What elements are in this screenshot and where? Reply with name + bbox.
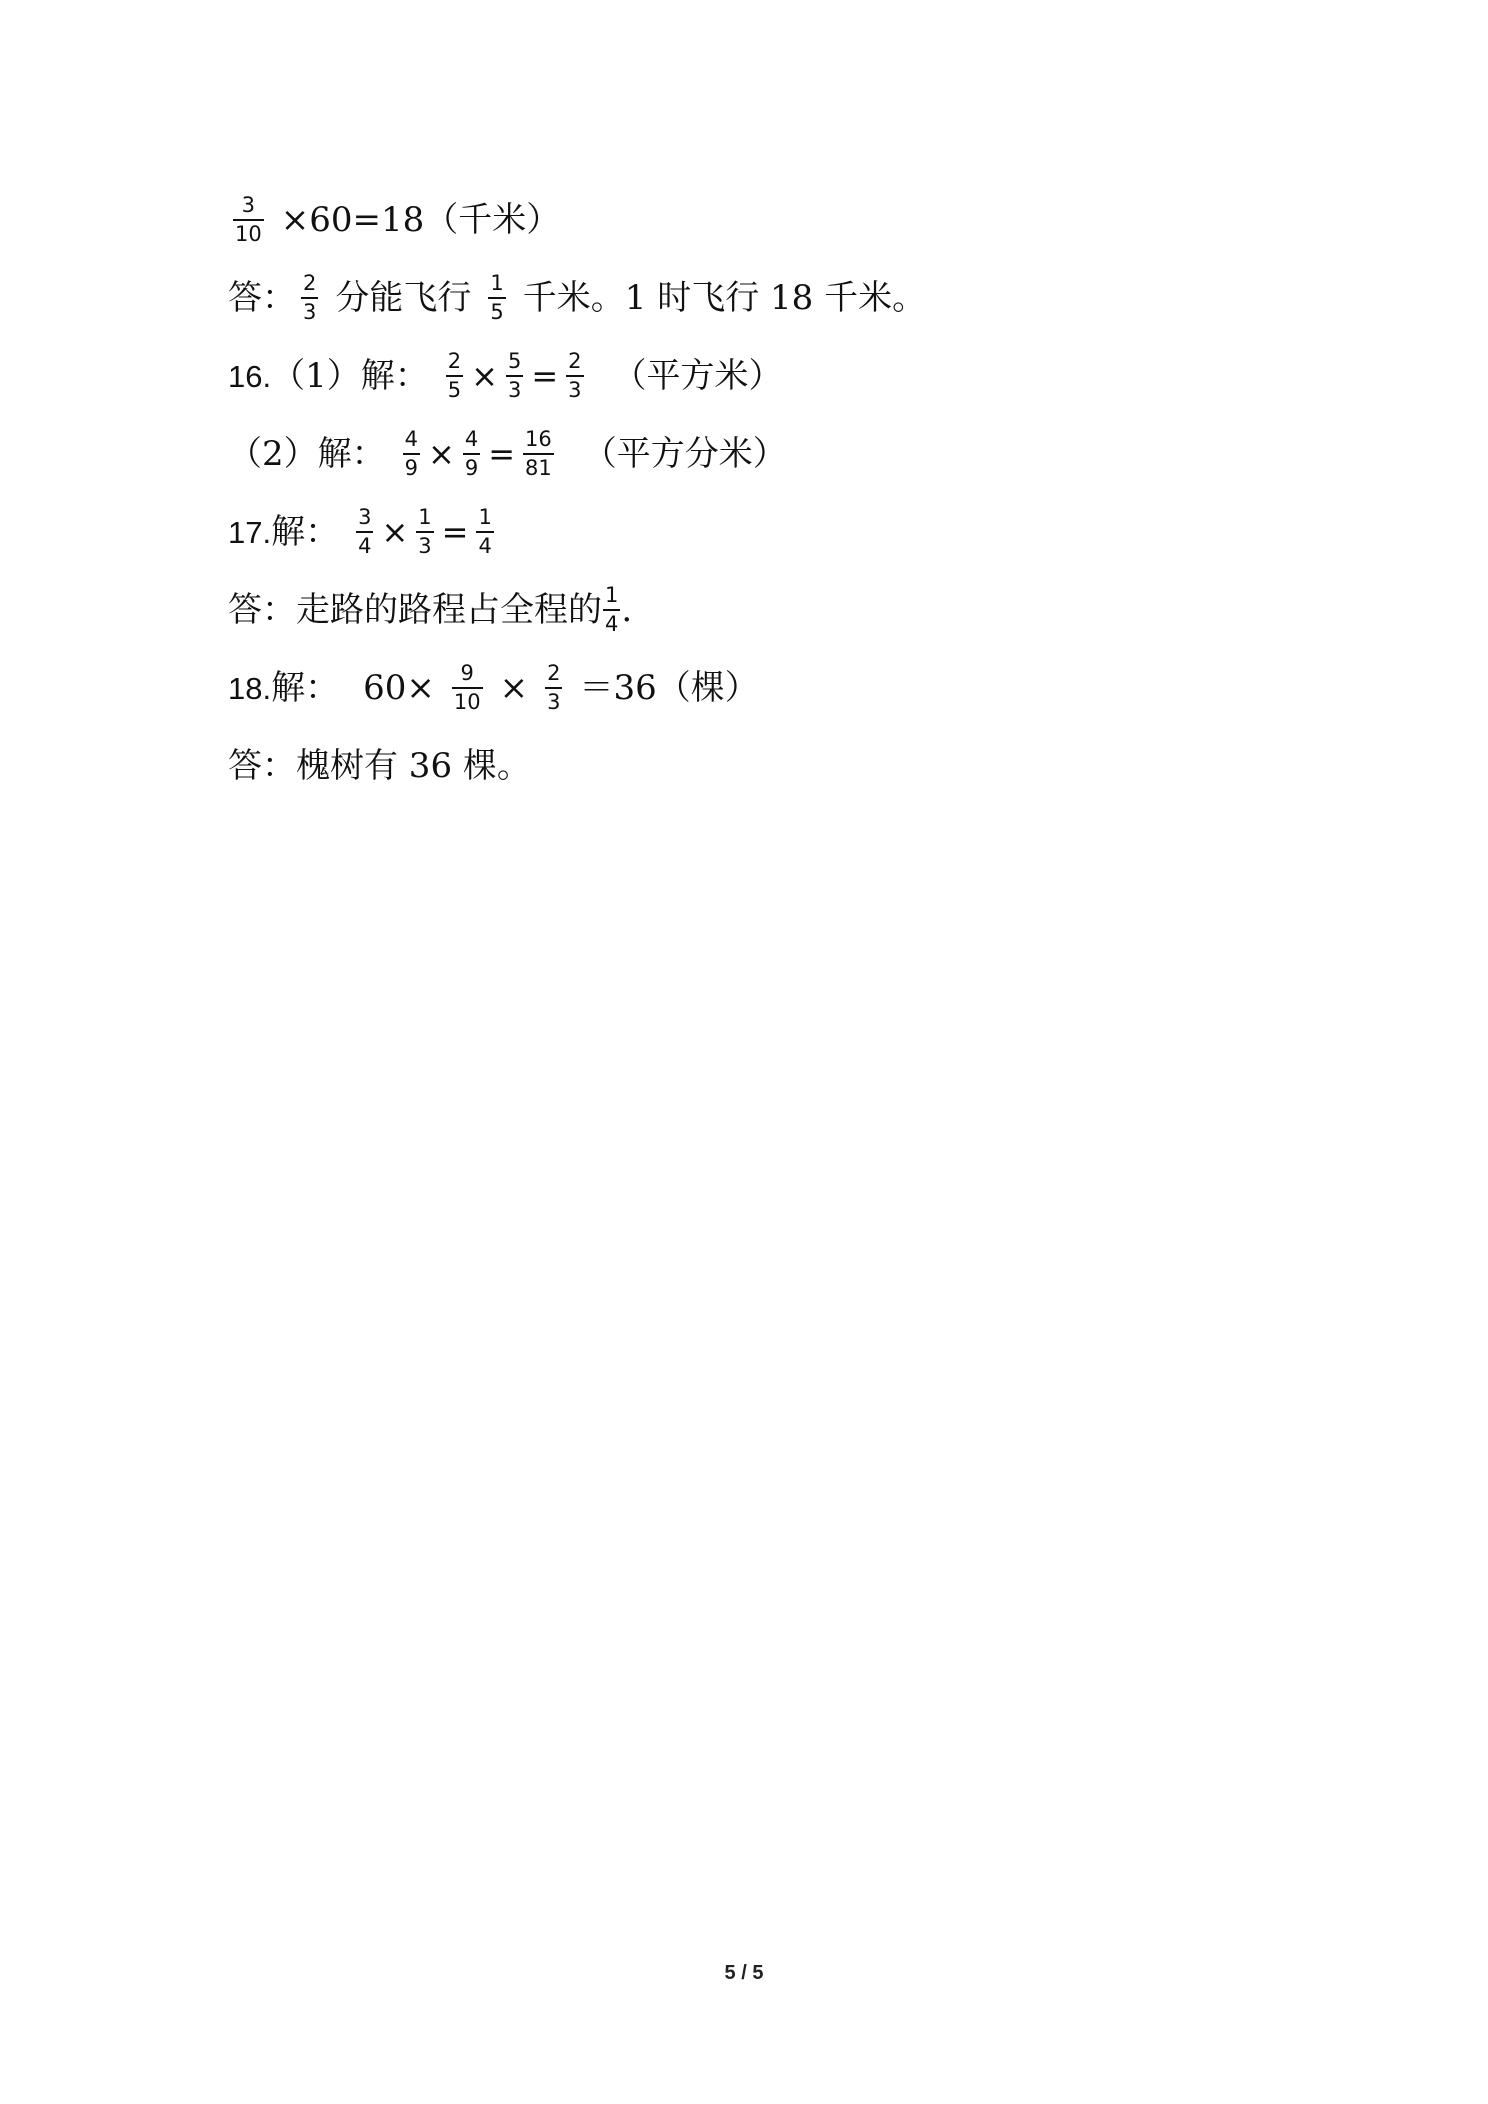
numerator: 4	[404, 427, 419, 451]
denominator: 5	[490, 300, 504, 324]
fraction	[603, 585, 620, 635]
equals-sign: =	[441, 513, 469, 551]
fraction-bar	[403, 453, 420, 455]
denominator: 3	[303, 300, 317, 324]
fraction-bar	[233, 219, 264, 221]
fraction	[506, 351, 523, 401]
unit-text: （平方分米）	[582, 434, 787, 474]
solution-label: 解：	[271, 668, 340, 708]
expression-text: ×60=18（千米）	[280, 200, 561, 240]
fraction-bar	[452, 687, 483, 689]
numerator: 2	[303, 271, 317, 295]
fraction-bar	[463, 453, 480, 455]
expression-text: ＝36（棵）	[579, 668, 759, 708]
denominator: 4	[478, 534, 492, 558]
answer-text: 千米。1 时飞行 18 千米。	[522, 278, 927, 318]
times-sign: ×	[471, 357, 498, 395]
numerator: 3	[241, 193, 256, 217]
fraction-bar	[545, 687, 562, 689]
fraction-bar	[446, 375, 463, 377]
solution-label: （1）解：	[271, 356, 429, 396]
question-number: 16.	[228, 358, 272, 394]
denominator: 3	[547, 690, 561, 714]
numerator: 5	[507, 349, 522, 373]
period: .	[621, 590, 633, 630]
fraction	[545, 663, 562, 713]
answer-text: 答：走路的路程占全程的	[228, 590, 602, 630]
fraction	[403, 429, 420, 479]
numerator: 1	[418, 505, 432, 529]
times-sign: ×	[499, 668, 529, 708]
denominator: 9	[464, 456, 479, 480]
times-sign: ×	[381, 513, 409, 551]
answer-text: 分能飞行	[335, 278, 472, 318]
denominator: 9	[404, 456, 419, 480]
solution-label: （2）解：	[228, 434, 386, 474]
question-16-part-2	[228, 418, 787, 490]
page-number: 5 / 5	[724, 1962, 764, 1984]
fraction	[301, 273, 318, 323]
answer-label: 答：	[228, 278, 296, 318]
fraction-bar	[566, 375, 583, 377]
numerator: 1	[605, 583, 619, 607]
fraction-bar	[301, 297, 318, 299]
numerator: 4	[464, 427, 479, 451]
denominator: 5	[447, 378, 462, 402]
fraction	[452, 663, 483, 713]
denominator: 10	[235, 222, 262, 246]
denominator: 3	[568, 378, 582, 402]
answer-line-17	[228, 574, 632, 646]
answer-line-1	[228, 262, 926, 334]
times-sign: ×	[428, 435, 455, 473]
fraction-bar	[356, 531, 373, 533]
fraction	[233, 195, 264, 245]
fraction	[356, 507, 373, 557]
numerator: 16	[525, 427, 552, 451]
question-number: 18.	[228, 670, 272, 706]
fraction-bar	[476, 531, 493, 533]
fraction-bar	[603, 609, 620, 611]
question-18	[228, 652, 759, 724]
numerator: 2	[447, 349, 462, 373]
denominator: 10	[453, 690, 481, 714]
fraction	[523, 429, 554, 479]
answer-line-18	[228, 730, 531, 802]
answer-text: 答：槐树有 36 棵。	[228, 746, 531, 786]
expression-text: 60×	[363, 668, 435, 708]
denominator: 81	[525, 456, 552, 480]
fraction-bar	[416, 531, 433, 533]
numerator: 3	[358, 505, 372, 529]
denominator: 3	[507, 378, 522, 402]
denominator: 4	[605, 612, 619, 636]
question-16-part-1	[228, 340, 783, 412]
fraction	[488, 273, 505, 323]
unit-text: （平方米）	[612, 356, 783, 396]
fraction-bar	[488, 297, 505, 299]
numerator: 1	[490, 271, 504, 295]
fraction	[463, 429, 480, 479]
fraction	[566, 351, 583, 401]
numerator: 2	[568, 349, 582, 373]
equals-sign: =	[488, 435, 516, 473]
fraction-bar	[523, 453, 554, 455]
denominator: 4	[358, 534, 372, 558]
numerator: 1	[478, 505, 492, 529]
denominator: 3	[418, 534, 432, 558]
fraction	[446, 351, 463, 401]
numerator: 9	[460, 661, 474, 685]
fraction	[416, 507, 433, 557]
solution-line-1	[228, 184, 560, 256]
equals-sign: =	[531, 357, 559, 395]
fraction	[476, 507, 493, 557]
numerator: 2	[547, 661, 561, 685]
question-17	[228, 496, 499, 568]
fraction-bar	[506, 375, 523, 377]
question-number: 17.	[228, 514, 272, 550]
solution-label: 解：	[271, 512, 340, 552]
